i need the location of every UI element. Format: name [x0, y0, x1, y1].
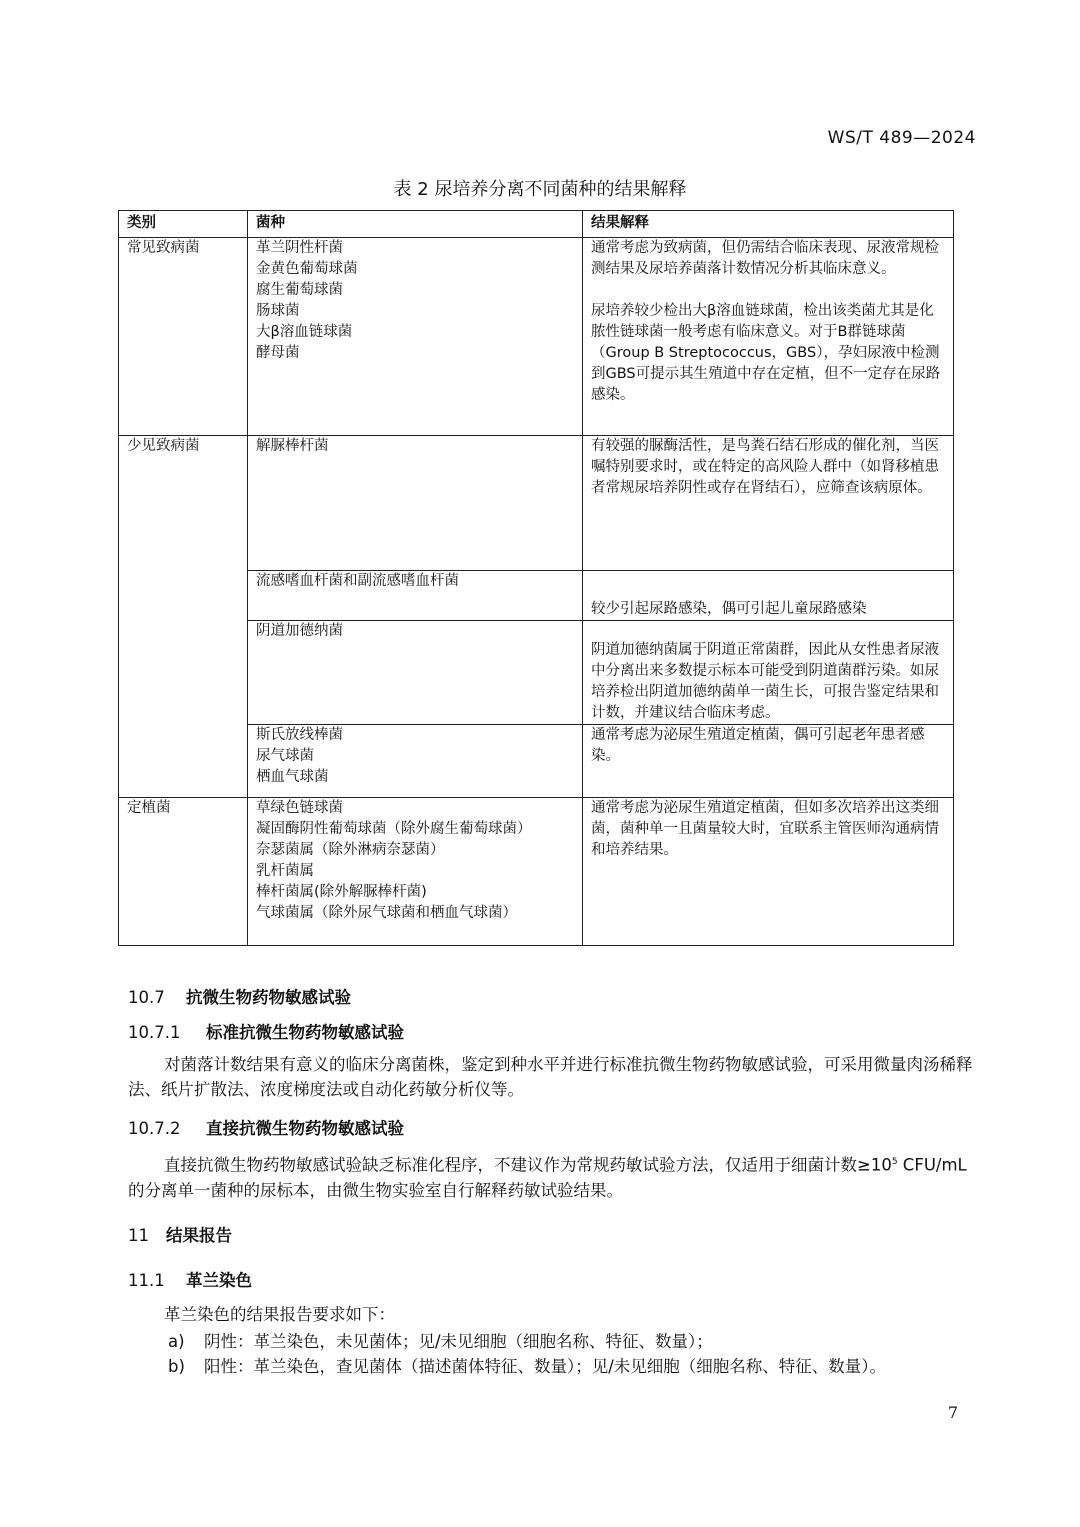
- interpretation-cell: [583, 436, 954, 571]
- species-item: 栖血气球菌: [256, 769, 329, 785]
- section-number: 10.7: [128, 988, 165, 1007]
- section-heading: [128, 1019, 404, 1043]
- species-item: 凝固酶阴性葡萄球菌（除外腐生葡萄球菌）: [256, 821, 532, 837]
- section-number: 11: [128, 1226, 149, 1245]
- section-title: 抗微生物药物敏感试验: [186, 988, 351, 1007]
- species-item: 肠球菌: [256, 303, 300, 319]
- paragraph-text: CFU/mL的分离单一菌种的尿标本，由微生物实验室自行解释药敏试验结果。: [128, 1155, 967, 1200]
- section-number: 10.7.1: [128, 1023, 181, 1042]
- paragraph-text: 直接抗微生物药物敏感试验缺乏标准化程序，不建议作为常规药敏试验方法，仅适用于细菌计数≥: [164, 1155, 871, 1175]
- species-item: 乳杆菌属: [256, 863, 314, 879]
- header-species: 菌种: [248, 211, 583, 238]
- species-item: 解脲棒杆菌: [256, 438, 329, 454]
- interpretation-text: 通常考虑为泌尿生殖道定植菌，但如多次培养出这类细菌，菌种单一且菌量较大时，宜联系主管医师沟通病情和培养结果。: [591, 800, 939, 858]
- species-cell: [248, 436, 583, 571]
- list-item: [168, 1328, 713, 1352]
- section-heading: [128, 1222, 232, 1246]
- section-heading: [128, 984, 351, 1008]
- list-text: 阴性：革兰染色，未见菌体；见/未见细胞（细胞名称、特征、数量）；: [204, 1332, 713, 1351]
- species-cell: [248, 725, 583, 798]
- species-item: 草绿色链球菌: [256, 800, 343, 816]
- results-table: [118, 210, 954, 946]
- table-title: 表 2 尿培养分离不同菌种的结果解释: [393, 179, 687, 200]
- list-label: b): [168, 1357, 185, 1376]
- category-cell: 常见致病菌: [119, 238, 248, 436]
- table-row: [119, 798, 954, 946]
- category-cell: 定植菌: [119, 798, 248, 946]
- species-cell: [248, 798, 583, 946]
- section-heading: [128, 1115, 404, 1139]
- interpretation-cell: [583, 571, 954, 621]
- section-heading: [128, 1267, 252, 1291]
- species-item: 斯氏放线棒菌: [256, 727, 343, 743]
- interpretation-text: 较少引起尿路感染，偶可引起儿童尿路感染: [591, 601, 867, 617]
- list-item: [168, 1353, 886, 1377]
- page-number: 7: [947, 1403, 958, 1422]
- section-title: 革兰染色: [186, 1271, 252, 1290]
- species-cell: [248, 238, 583, 436]
- species-cell: [248, 621, 583, 725]
- interpretation-text: 阴道加德纳菌属于阴道正常菌群，因此从女性患者尿液中分离出来多数提示标本可能受到阴道菌群污染。如尿培养检出阴道加德纳菌单一菌生长，可报告鉴定结果和计数，并建议结合临床考虑。: [591, 642, 939, 721]
- interpretation-cell: [583, 621, 954, 725]
- header-interpretation: 结果解释: [583, 211, 954, 238]
- paragraph: [128, 1150, 980, 1203]
- paragraph: 对菌落计数结果有意义的临床分离菌株，鉴定到种水平并进行标准抗微生物药物敏感试验，可采用微量肉汤稀释法、纸片扩散法、浓度梯度法或自动化药敏分析仪等。: [128, 1055, 973, 1099]
- paragraph-text: 10: [870, 1155, 892, 1175]
- interpretation-cell: [583, 238, 954, 436]
- interpretation-cell: [583, 798, 954, 946]
- species-item: 腐生葡萄球菌: [256, 282, 343, 298]
- header-category: 类别: [119, 211, 248, 238]
- list-text: 阳性：革兰染色，查见菌体（描述菌体特征、数量）；见/未见细胞（细胞名称、特征、数量）。: [204, 1357, 887, 1376]
- section-number: 10.7.2: [128, 1119, 181, 1138]
- table-header-row: [119, 211, 954, 238]
- section-title: 直接抗微生物药物敏感试验: [206, 1119, 404, 1138]
- interpretation-text: 有较强的脲酶活性，是鸟粪石结石形成的催化剂，当医嘱特别要求时，或在特定的高风险人群中（如肾移植患者常规尿培养阴性或存在肾结石），应筛查该病原体。: [591, 438, 939, 496]
- standard-code: WS/T 489—2024: [827, 128, 976, 148]
- species-cell: [248, 571, 583, 621]
- species-item: 棒杆菌属(除外解脲棒杆菌): [256, 884, 427, 900]
- category-cell: 少见致病菌: [119, 436, 248, 798]
- species-item: 流感嗜血杆菌和副流感嗜血杆菌: [256, 573, 459, 589]
- species-item: 大β溶血链球菌: [256, 324, 353, 340]
- section-title: 标准抗微生物药物敏感试验: [206, 1023, 404, 1042]
- section-title: 结果报告: [166, 1226, 232, 1245]
- species-item: 气球菌属（除外尿气球菌和栖血气球菌）: [256, 905, 517, 921]
- table-row: [119, 238, 954, 436]
- interpretation-text: 通常考虑为致病菌，但仍需结合临床表现、尿液常规检测结果及尿培养菌落计数情况分析其临床意义。: [591, 240, 939, 277]
- interpretation-cell: [583, 725, 954, 798]
- species-item: 酵母菌: [256, 345, 300, 361]
- table-row: [119, 436, 954, 571]
- list-label: a): [168, 1332, 185, 1351]
- section-number: 11.1: [128, 1271, 165, 1290]
- interpretation-text: 尿培养较少检出大β溶血链球菌，检出该类菌尤其是化脓性链球菌一般考虑有临床意义。对于B群链球菌（Group B Streptococcus，GBS），孕妇尿液中检测到GBS可提示其生殖道中存在定植，但不一定存在尿路感染。: [591, 303, 941, 403]
- paragraph: 革兰染色的结果报告要求如下：: [164, 1305, 395, 1324]
- species-item: 阴道加德纳菌: [256, 623, 343, 639]
- species-item: 革兰阴性杆菌: [256, 240, 343, 256]
- species-item: 奈瑟菌属（除外淋病奈瑟菌）: [256, 842, 445, 858]
- species-item: 金黄色葡萄球菌: [256, 261, 358, 277]
- species-item: 尿气球菌: [256, 748, 314, 764]
- interpretation-text: 通常考虑为泌尿生殖道定植菌，偶可引起老年患者感染。: [591, 727, 925, 764]
- superscript: 5: [891, 1157, 898, 1167]
